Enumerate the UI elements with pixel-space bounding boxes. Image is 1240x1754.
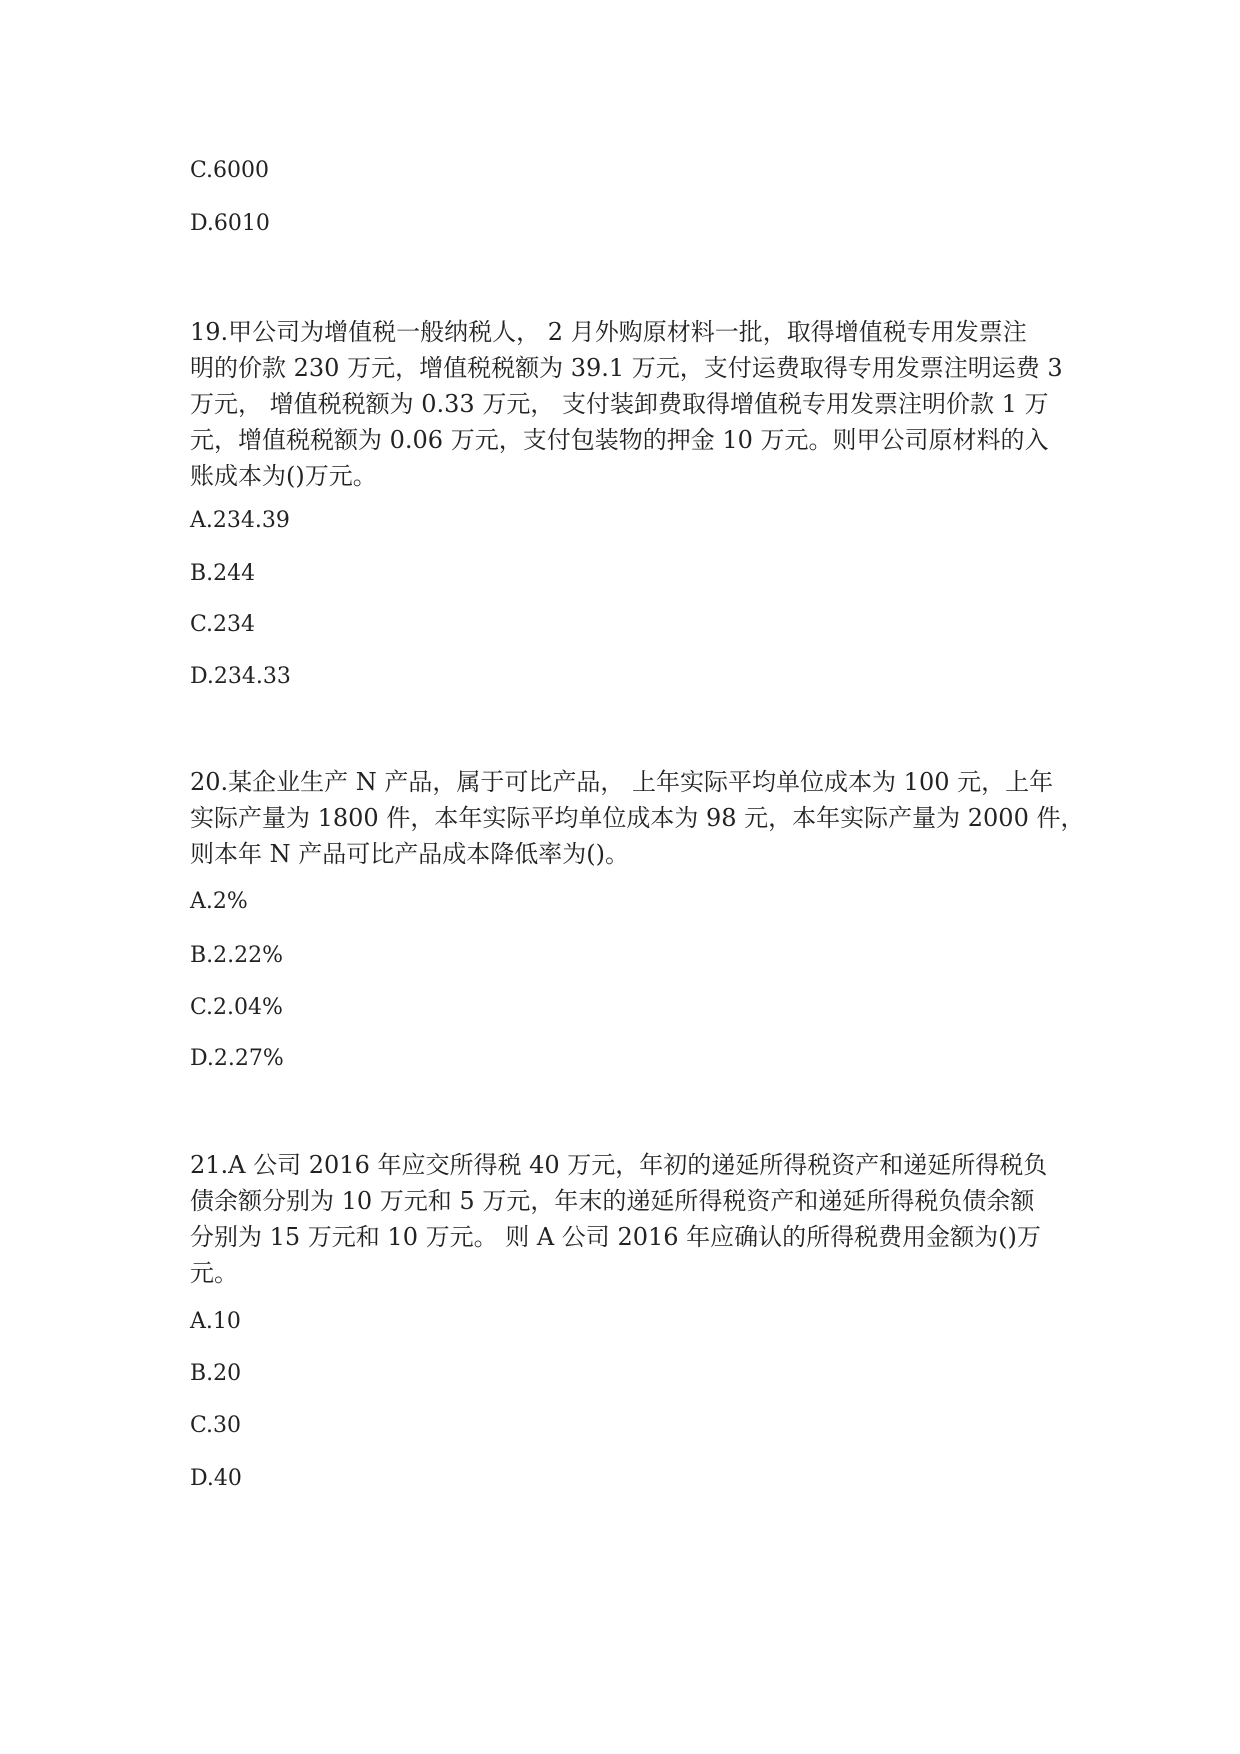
question-line: 19.甲公司为增值税一般纳税人， 2 月外购原材料一批，取得增值税专用发票注 [190, 318, 1027, 346]
q21-option-b: B.20 [190, 1361, 242, 1386]
q19-option-d: D.234.33 [190, 664, 291, 689]
question-21 [190, 1147, 1230, 1291]
question-line: 明的价款 230 万元，增值税税额为 39.1 万元，支付运费取得专用发票注明运费 3 [190, 354, 1063, 382]
question-line: 债余额分别为 10 万元和 5 万元，年末的递延所得税资产和递延所得税负债余额 [190, 1187, 1035, 1215]
q20-option-b: B.2.22% [190, 943, 284, 968]
question-line: 分别为 15 万元和 10 万元。 则 A 公司 2016 年应确认的所得税费用金额为()万 [190, 1223, 1041, 1251]
question-line: 20.某企业生产 N 产品，属于可比产品， 上年实际平均单位成本为 100 元，上年 [190, 768, 1054, 796]
question-line: 万元， 增值税税额为 0.33 万元， 支付装卸费取得增值税专用发票注明价款 1 万 [190, 390, 1049, 418]
q21-option-c: C.30 [190, 1413, 242, 1438]
q19-option-c: C.234 [190, 612, 256, 637]
question-19 [190, 314, 1230, 494]
q21-option-d: D.40 [190, 1466, 242, 1491]
q19-option-a: A.234.39 [190, 508, 290, 533]
q20-option-c: C.2.04% [190, 995, 283, 1020]
q21-option-a: A.10 [190, 1309, 241, 1334]
question-line: 元，增值税税额为 0.06 万元，支付包装物的押金 10 万元。则甲公司原材料的入 [190, 426, 1049, 454]
option-c-prev: C.6000 [190, 158, 270, 183]
question-line: 账成本为()万元。 [190, 462, 377, 490]
question-20 [190, 764, 1230, 872]
question-line: 元。 [190, 1259, 238, 1287]
q19-option-b: B.244 [190, 561, 256, 586]
q20-option-d: D.2.27% [190, 1046, 284, 1071]
q20-option-a: A.2% [190, 889, 248, 914]
question-line: 实际产量为 1800 件，本年实际平均单位成本为 98 元，本年实际产量为 2000 件， [190, 804, 1085, 832]
option-d-prev: D.6010 [190, 211, 270, 236]
question-line: 21.A 公司 2016 年应交所得税 40 万元，年初的递延所得税资产和递延所得税负 [190, 1151, 1048, 1179]
question-line: 则本年 N 产品可比产品成本降低率为()。 [190, 840, 629, 868]
